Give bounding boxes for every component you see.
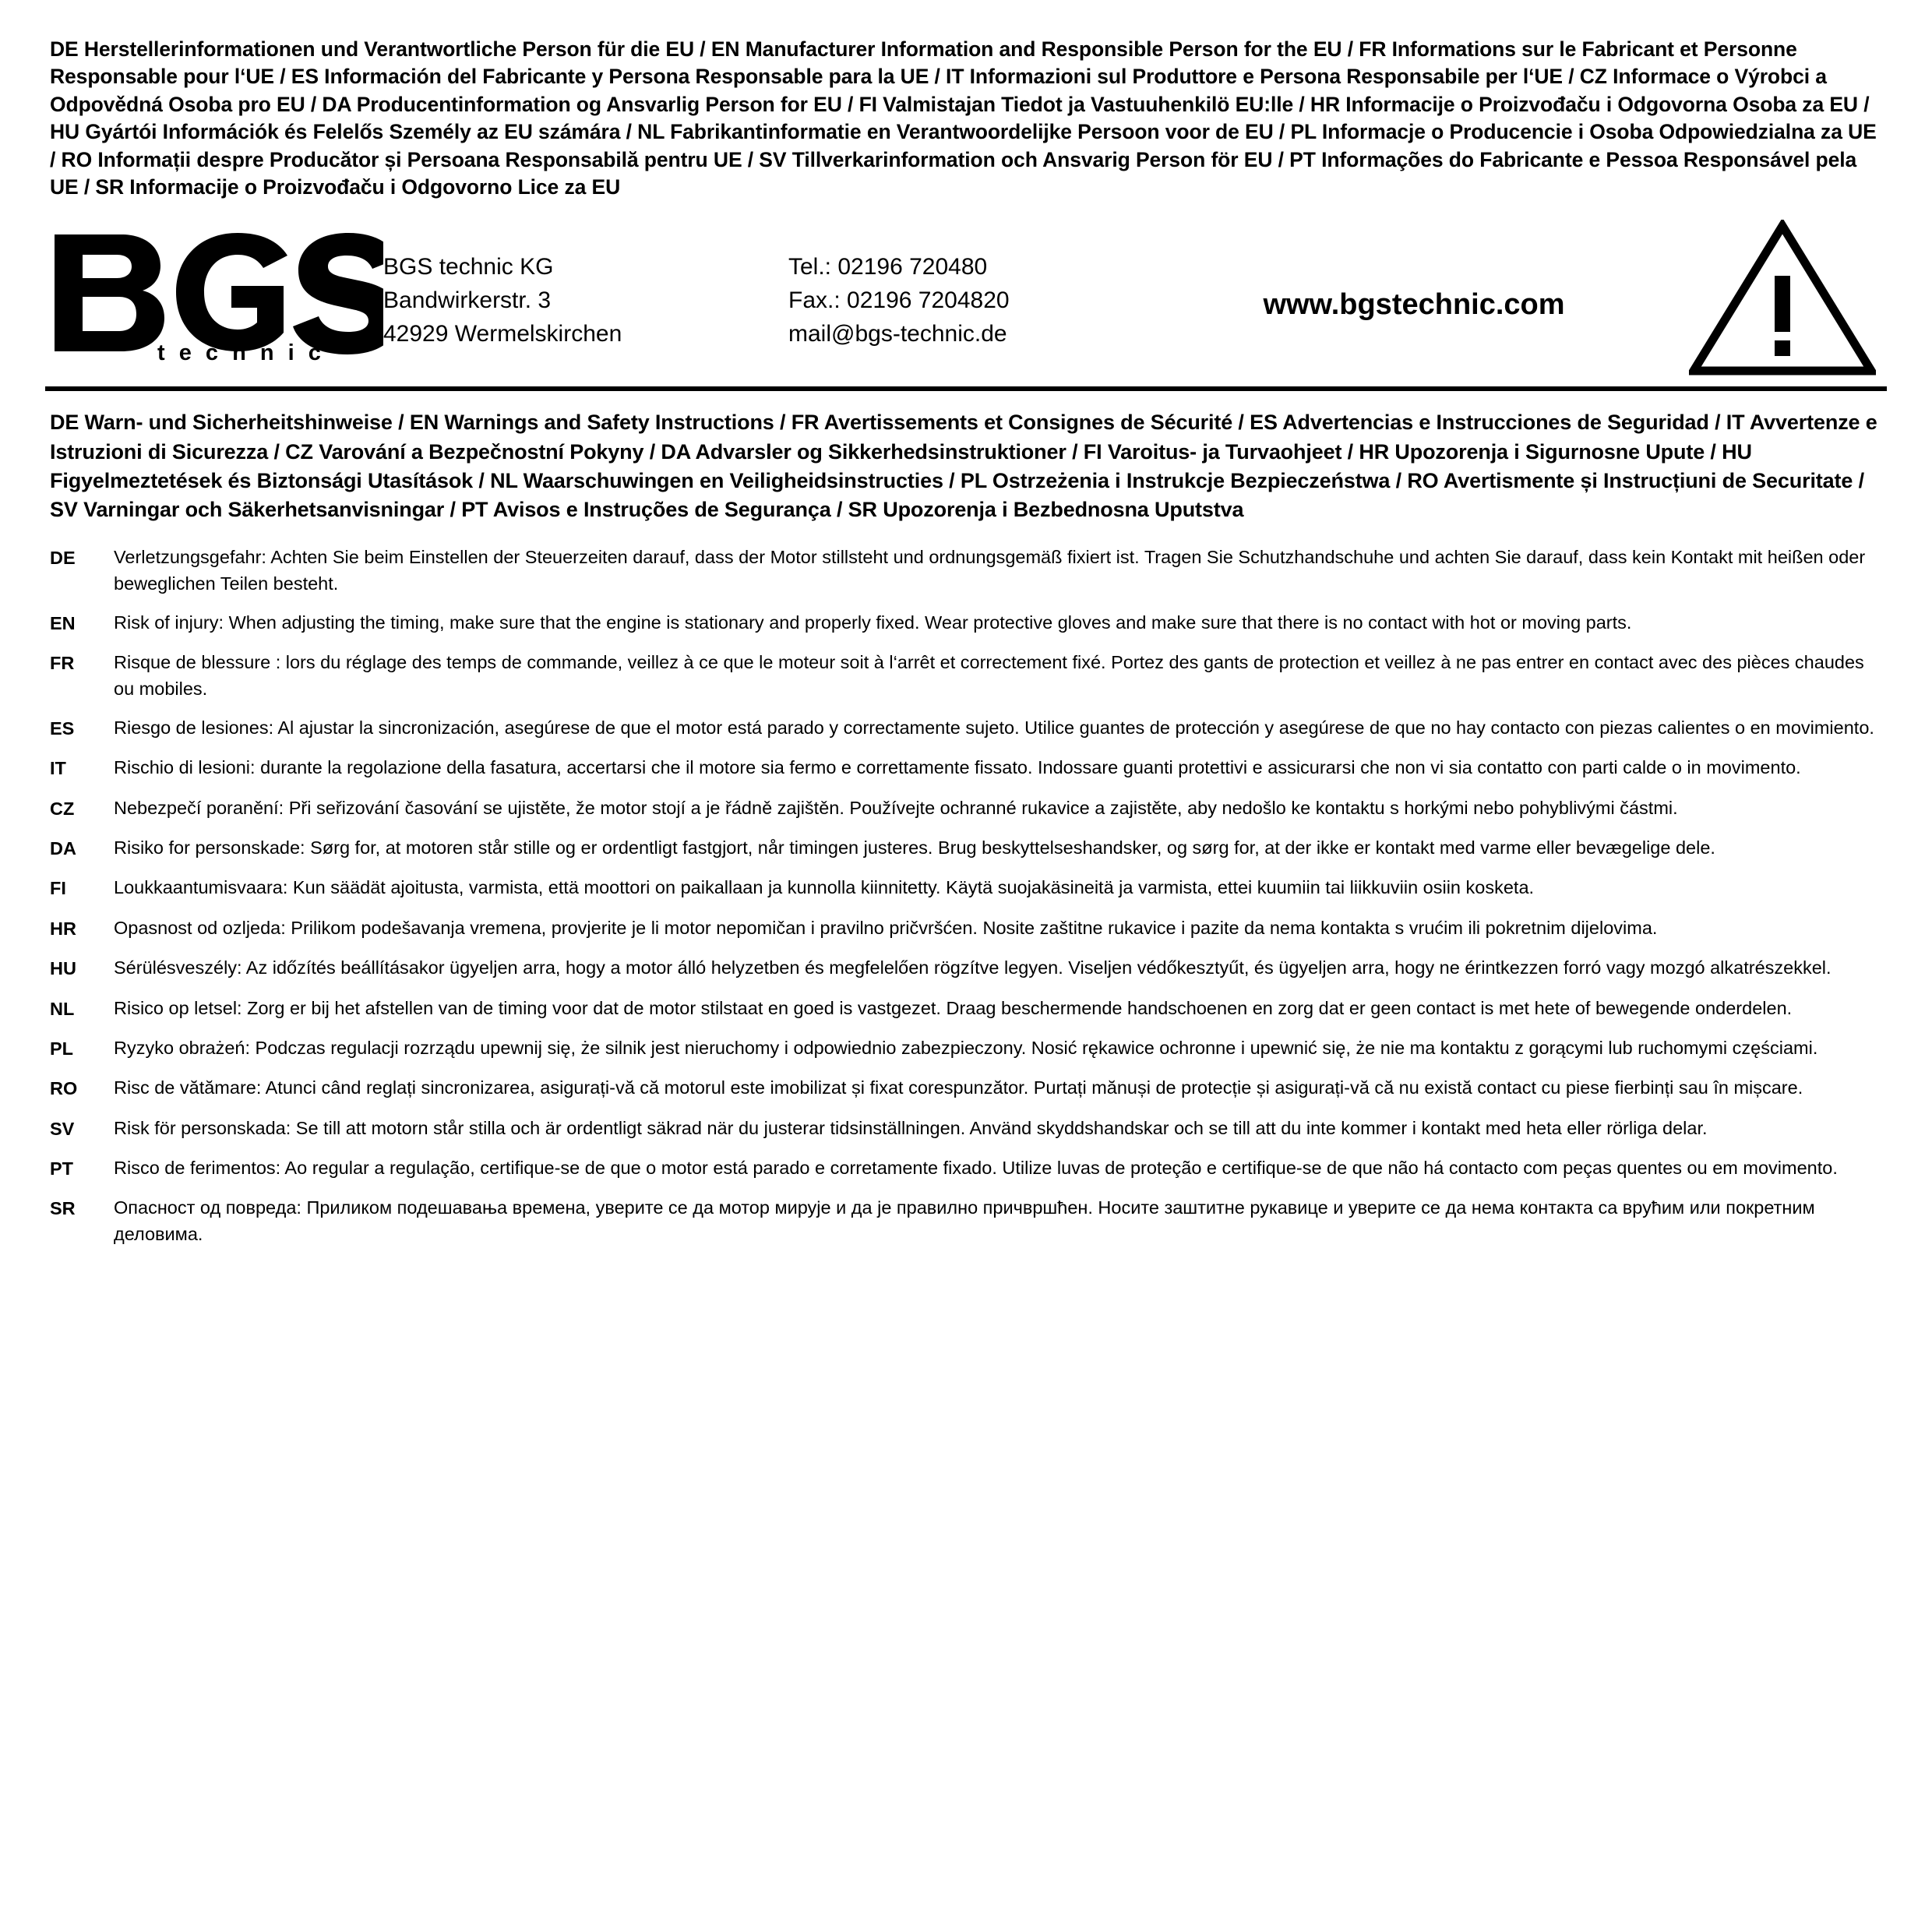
company-website[interactable]: www.bgstechnic.com xyxy=(1263,287,1565,321)
list-item xyxy=(50,955,1882,982)
company-name: BGS technic KG xyxy=(383,254,554,280)
list-item xyxy=(50,1035,1882,1062)
language-code: FI xyxy=(50,878,66,899)
company-tel: Tel.: 02196 720480 xyxy=(788,254,988,280)
language-code: PL xyxy=(50,1038,74,1059)
language-text: Risco de ferimentos: Ao regular a regulação, certifique-se de que o motor está parado e corretamente fixado. Utilize luvas de proteção e certifique-se de que não há contacto com peças quentes ou em movimento. xyxy=(114,1158,1838,1178)
language-code: FR xyxy=(50,653,75,674)
language-text: Risque de blessure : lors du réglage des temps de commande, veillez à ce que le moteur soit à l‘arrêt et correctement fixé. Portez des gants de protection et veillez à ne pas entrer en contact avec des pièces chaudes ou mobiles. xyxy=(114,652,1864,699)
language-text: Risc de vătămare: Atunci când reglați sincronizarea, asigurați-vă că motorul este imobilizat și fixat corespunzător. Purtați mănuși de protecție și asigurați-vă că nu există contact cu piese fierbinți sau în mișcare. xyxy=(114,1077,1803,1098)
warning-triangle-icon xyxy=(1681,220,1884,375)
company-email[interactable]: mail@bgs-technic.de xyxy=(788,320,1007,347)
language-text: Opasnost od ozljeda: Prilikom podešavanja vremena, provjerite je li motor nepomičan i pravilno pričvršćen. Nosite zaštitne rukavice i pazite da nema kontakta s vrućim ili pokretnim dijelovima. xyxy=(114,917,1658,938)
bgs-logo xyxy=(48,231,383,364)
list-item xyxy=(50,915,1882,942)
language-code: EN xyxy=(50,612,76,633)
language-code: RO xyxy=(50,1078,78,1099)
language-text: Risico op letsel: Zorg er bij het afstellen van de timing voor dat de motor stilstaat en goed is vastgezet. Draag beschermende handschoenen en zorg dat er geen contact is met hete of bewegende onderdelen. xyxy=(114,997,1793,1018)
company-contact xyxy=(788,245,1147,351)
safety-instruction-list xyxy=(50,545,1882,1247)
list-item xyxy=(50,1075,1882,1102)
language-code: NL xyxy=(50,998,75,1019)
warning-triangle-graphic xyxy=(1689,220,1876,375)
manufacturer-info-title: DE Herstellerinformationen und Verantwortliche Person für die EU / EN Manufacturer Information and Responsible Person for the EU / FR Informations sur le Fabricant et Personne Responsable pour l‘UE / ES Información del Fabricante y Persona Responsable para la UE / IT Informazioni sul Produttore e Persona Responsabile per l‘UE / CZ Informace o Výrobci a Odpovědná Osoba pro EU / DA Producentinformation og Ansvarlig Person for EU / FI Valmistajan Tiedot ja Vastuuhenkilö EU:lle / HR Informacije o Proizvođaču i Odgovorna Osoba za EU / HU Gyártói Információk és Felelős Személy az EU számára / NL Fabrikantinformatie en Verantwoordelijke Persoon voor de EU / PL Informacje o Producencie i Osoba Odpowiedzialna za UE / RO Informații despre Producător și Persoana Responsabilă pentru UE / SV Tillverkarinformation och Ansvarig Person för EU / PT Informações do Fabricante e Pessoa Responsável pela UE / SR Informacije o Proizvođaču i Odgovorno Lice za EU xyxy=(50,37,1877,199)
list-item xyxy=(50,795,1882,822)
language-code: HR xyxy=(50,918,76,939)
language-text: Verletzungsgefahr: Achten Sie beim Einstellen der Steuerzeiten darauf, dass der Motor stillsteht und ordnungsgemäß fixiert ist. Tragen Sie Schutzhandschuhe und achten Sie darauf, dass kein Kontakt mit heißen oder beweglichen Teilen besteht. xyxy=(114,547,1866,594)
language-text: Risk för personskada: Se till att motorn står stilla och är ordentligt säkrad när du justerar tidsinställningen. Använd skyddshandskar och se till att du inte kommer i kontakt med heta eller rörliga delar. xyxy=(114,1117,1708,1138)
language-text: Опасност од повреда: Приликом подешавања времена, уверите се да мотор мирује и да је правилно причвршћен. Носите заштитне рукавице и уверите се да нема контакта са врућим или покретним деловима. xyxy=(114,1197,1815,1244)
safety-section-heading: DE Warn- und Sicherheitshinweise / EN Warnings and Safety Instructions / FR Avertissements et Consignes de Sécurité / ES Advertencias e Instrucciones de Seguridad / IT Avvertenze e Istruzioni di Sicurezza / CZ Varování a Bezpečnostní Pokyny / DA Advarsler og Sikkerhedsinstruktioner / FI Varoitus- ja Turvaohjeet / HR Upozorenja i Sigurnosne Upute / HU Figyelmeztetések és Biztonsági Utasítások / NL Waarschuwingen en Veiligheidsinstructies / PL Ostrzeżenia i Instrukcje Bezpieczeństwa / RO Avertismente și Instrucțiuni de Securitate / SV Varningar och Säkerhetsanvisningar / PT Avisos e Instruções de Segurança / SR Upozorenja i Bezbednosna Uputstva xyxy=(50,411,1877,521)
language-text: Ryzyko obrażeń: Podczas regulacji rozrządu upewnij się, że silnik jest nieruchomy i odpowiednio zabezpieczony. Nosić rękawice ochronne i upewnić się, że nie ma kontaktu z gorącymi lub ruchomymi częściami. xyxy=(114,1037,1818,1058)
language-code: PT xyxy=(50,1158,74,1179)
list-item xyxy=(50,610,1882,636)
svg-text:t e c h n i c: t e c h n i c xyxy=(157,340,325,365)
language-code: CZ xyxy=(50,798,75,819)
language-code: DE xyxy=(50,548,76,569)
list-item xyxy=(50,996,1882,1022)
company-address xyxy=(383,245,788,351)
list-item xyxy=(50,545,1882,597)
language-code: SR xyxy=(50,1198,76,1219)
company-street: Bandwirkerstr. 3 xyxy=(383,287,552,313)
language-code: IT xyxy=(50,758,66,779)
registered-mark-icon: ® xyxy=(357,232,373,257)
language-text: Risk of injury: When adjusting the timing, make sure that the engine is stationary and properly fixed. Wear protective gloves and make sure that there is no contact with hot or moving parts. xyxy=(114,612,1632,633)
language-code: HU xyxy=(50,958,76,979)
language-code: DA xyxy=(50,838,76,859)
language-text: Loukkaantumisvaara: Kun säädät ajoitusta, varmista, että moottori on paikallaan ja kunnolla kiinnitetty. Käytä suojakäsineitä ja varmista, ettei kuumiin tai liikkuviin osiin kosketa. xyxy=(114,877,1535,898)
language-text: Sérülésveszély: Az időzítés beállításakor ügyeljen arra, hogy a motor álló helyzetben és megfelelően rögzítve legyen. Viseljen védőkesztyűt, és ügyeljen arra, hogy ne érintkezzen forró vagy mozgó alkatrészekkel. xyxy=(114,957,1832,978)
language-code: ES xyxy=(50,718,75,739)
list-item xyxy=(50,835,1882,862)
list-item xyxy=(50,1116,1882,1142)
language-text: Risiko for personskade: Sørg for, at motoren står stille og er ordentligt fastgjort, når timingen justeres. Brug beskyttelseshandsker, og sørg for, at der ikke er kontakt med varme eller bevægelige dele. xyxy=(114,837,1715,858)
language-text: Riesgo de lesiones: Al ajustar la sincronización, asegúrese de que el motor está parado y correctamente sujeto. Utilice guantes de protección y asegúrese de que no hay contacto con piezas calientes o en movimiento. xyxy=(114,717,1874,739)
list-item xyxy=(50,875,1882,901)
list-item xyxy=(50,650,1882,702)
language-text: Nebezpečí poranění: Při seřizování časování se ujistěte, že motor stojí a je řádně zajištěn. Používejte ochranné rukavice a zajistěte, aby nedošlo ke kontaktu s horkými nebo pohyblivými částmi. xyxy=(114,797,1678,818)
bgs-logo-graphic xyxy=(48,231,383,364)
language-text: Rischio di lesioni: durante la regolazione della fasatura, accertarsi che il motore sia fermo e correttamente fissato. Indossare guanti protettivi e assicurarsi che non vi sia contatto con parti calde o in movimento. xyxy=(114,757,1801,778)
list-item xyxy=(50,1195,1882,1247)
company-city: 42929 Wermelskirchen xyxy=(383,320,622,347)
company-info-band xyxy=(45,215,1887,391)
list-item xyxy=(50,755,1882,781)
language-code: SV xyxy=(50,1118,75,1139)
list-item xyxy=(50,1155,1882,1182)
company-fax: Fax.: 02196 7204820 xyxy=(788,287,1010,313)
list-item xyxy=(50,715,1882,742)
